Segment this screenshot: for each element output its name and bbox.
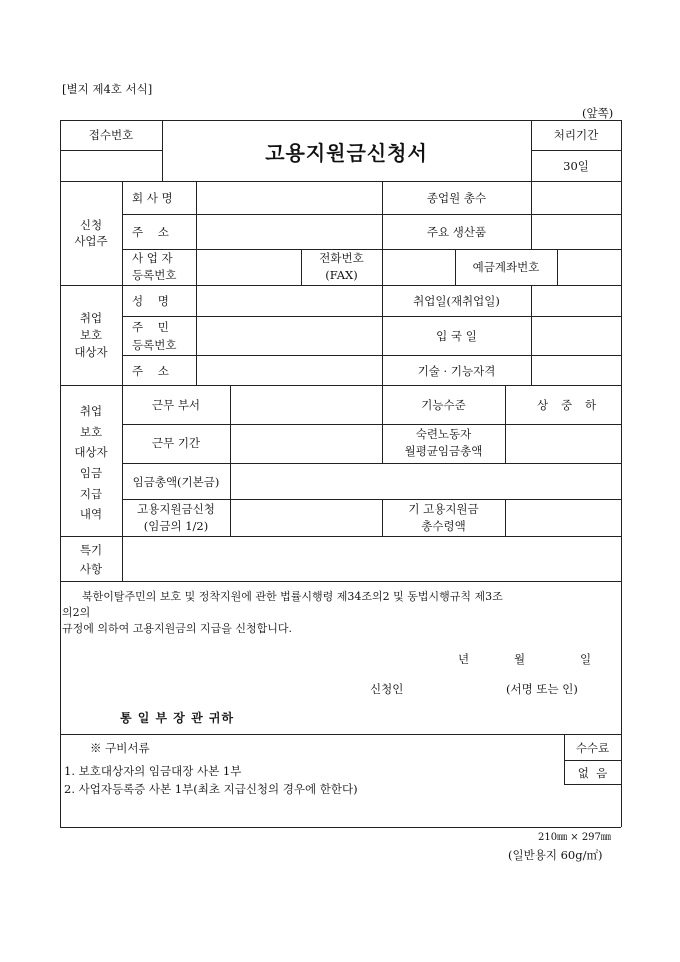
processing-period-value: 30일	[563, 159, 589, 173]
applicant-label: 신청인	[370, 682, 404, 696]
fee-value: 없 음	[577, 766, 608, 780]
wage-section-label-2: 보호	[79, 425, 103, 439]
declaration-line-3: 규정에 의하여 고용지원금의 지급을 신청합니다.	[62, 622, 293, 635]
skill-level-mid: 중	[561, 398, 573, 412]
wage-section-label-4: 임금	[79, 466, 103, 480]
skilled-avg-wage-label-1: 숙련노동자	[415, 427, 472, 441]
resident-no-label-1: 주 민	[132, 320, 169, 334]
attachment-item-1: 1. 보호대상자의 임금대장 사본 1부	[64, 764, 242, 778]
company-name-label: 회 사 명	[132, 191, 173, 205]
signature-label: (서명 또는 인)	[506, 682, 578, 696]
fee-label: 수수료	[575, 741, 610, 755]
date-month-label: 월	[514, 652, 526, 666]
wage-section-label-6: 내역	[79, 507, 103, 521]
paper-size: 210㎜ × 297㎜	[538, 832, 611, 843]
receipt-number-label: 접수번호	[88, 128, 134, 142]
wage-section-label-3: 대상자	[74, 445, 108, 459]
main-products-label: 주요 생산품	[426, 225, 487, 239]
protected-section-label-2: 보호	[79, 328, 103, 342]
business-section-label-1: 신청	[79, 218, 103, 232]
wage-section-label-1: 취업	[79, 404, 103, 418]
protected-name-label: 성 명	[132, 294, 169, 308]
skills-label: 기술 · 기능자격	[417, 364, 496, 378]
processing-period-label: 처리기간	[553, 128, 599, 142]
paper-type: (일반용지 60g/㎡)	[508, 848, 603, 862]
declaration-line-1: 북한이탈주민의 보호 및 정착지원에 관한 법률시행령 제34조의2 및 동법시행규칙 제3조	[82, 590, 503, 603]
entry-date-label: 입 국 일	[436, 329, 477, 343]
remarks-label-1: 특기	[79, 543, 103, 557]
biz-reg-no-label-2: 등록번호	[132, 268, 177, 282]
page-side-label: (앞쪽)	[582, 106, 614, 120]
skill-level-low: 하	[585, 398, 597, 412]
biz-reg-no-label-1: 사 업 자	[132, 251, 173, 265]
total-employees-label: 종업원 총수	[426, 191, 487, 205]
work-period-label: 근무 기간	[151, 436, 201, 450]
declaration-line-2: 의2의	[62, 606, 91, 619]
business-address-label: 주 소	[132, 225, 169, 239]
wage-section-label-5: 지급	[79, 487, 103, 501]
business-section-label-2: 사업주	[74, 234, 108, 248]
protected-section-label-3: 대상자	[74, 345, 108, 359]
fax-label: (FAX)	[325, 268, 358, 282]
skill-level-high: 상	[537, 398, 549, 412]
protected-address-label: 주 소	[132, 364, 169, 378]
date-year-label: 년	[458, 652, 470, 666]
form-title: 고용지원금신청서	[265, 141, 428, 165]
attachment-item-2: 2. 사업자등록증 사본 1부(최초 지급신청의 경우에 한한다)	[64, 782, 358, 796]
form-reference: [별지 제4호 서식]	[62, 82, 153, 96]
skill-level-label: 기능수준	[421, 398, 466, 412]
attachments-label: ※ 구비서류	[90, 741, 150, 755]
remarks-label-2: 사항	[79, 562, 103, 576]
phone-label: 전화번호	[319, 251, 364, 265]
prior-subsidy-label-2: 총수령액	[421, 519, 466, 533]
protected-section-label-1: 취업	[79, 311, 103, 325]
subsidy-request-label-1: 고용지원금신청	[137, 502, 215, 516]
department-label: 근무 부서	[151, 398, 201, 412]
deposit-account-label: 예금계좌번호	[472, 260, 540, 274]
addressee: 통 일 부 장 관 귀하	[120, 711, 235, 725]
skilled-avg-wage-label-2: 월평균임금총액	[404, 444, 483, 458]
resident-no-label-2: 등록번호	[132, 338, 177, 352]
employment-date-label: 취업일(재취업일)	[413, 294, 500, 308]
prior-subsidy-label-1: 기 고용지원금	[408, 502, 479, 516]
subsidy-request-label-2: (임금의 1/2)	[143, 519, 209, 533]
total-wage-label: 임금총액(기본금)	[132, 475, 220, 489]
date-day-label: 일	[580, 652, 592, 666]
